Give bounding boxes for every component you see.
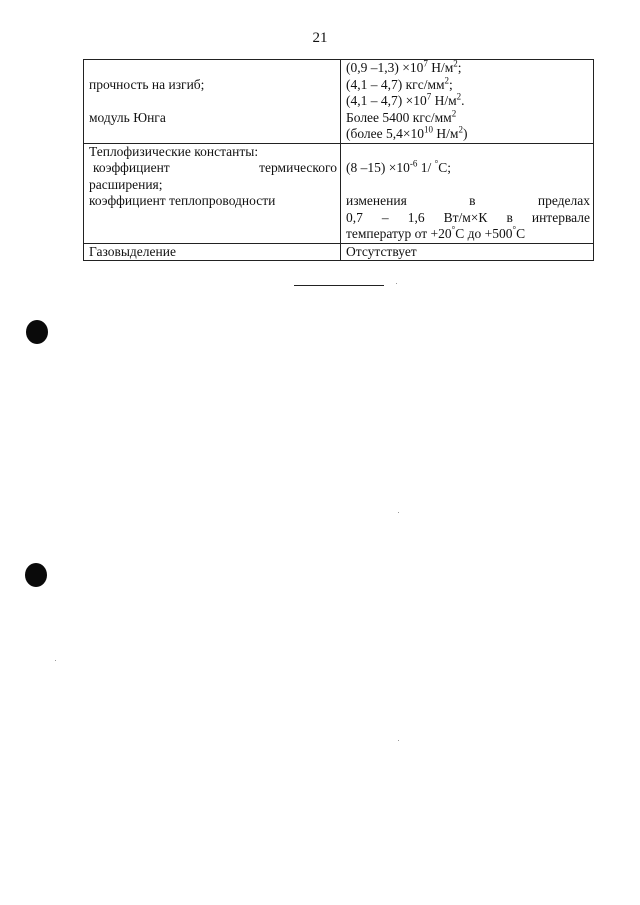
value-line: (более $5,4\times 10^{10}$ $Н/м^2$) — [346, 124, 468, 141]
properties-table — [83, 59, 594, 261]
table-row — [84, 60, 594, 144]
table-row — [84, 143, 594, 243]
punch-hole — [25, 563, 47, 587]
property-name-cell — [84, 60, 341, 144]
value-line: (4,1 – 4,7) кгс/$мм^2$; — [346, 75, 453, 92]
value-line: температур от +20°С до +500°С — [346, 224, 526, 241]
separator-line — [294, 285, 384, 286]
thermal-constants-heading: Теплофизические константы: — [89, 143, 259, 159]
expansion-coefficient-label: коэффициент термического — [93, 160, 337, 175]
value-line: (0,9 $-1,3) \times 10^7$ $Н/м^2$; — [346, 58, 462, 75]
property-value-cell — [341, 60, 594, 144]
value-line: Более 5400 кгс/$мм^2$ — [346, 108, 457, 125]
scan-speck — [398, 512, 399, 513]
conductivity-label: коэффициент теплопроводности — [89, 193, 276, 208]
value-line: $(4,1 - 4,7) \times 10^7$ $Н/м^2$. — [346, 91, 465, 108]
punch-hole — [26, 320, 48, 344]
scan-speck — [398, 740, 399, 741]
property-value-cell — [341, 143, 594, 243]
expansion-label: расширения; — [89, 176, 163, 192]
property-value-cell: Отсутствует — [341, 243, 594, 261]
property-name-cell: Газовыделение — [84, 243, 341, 261]
value-line: 0,7 – 1,6 Вт/м×К в интервале — [346, 209, 590, 225]
property-name-cell — [84, 143, 341, 243]
bending-strength-label: прочность на изгиб; — [89, 76, 205, 92]
young-modulus-label: модуль Юнга — [89, 109, 166, 125]
page-number: 21 — [312, 30, 328, 46]
value-line: (8 $-15) \times 10^{-6}$ 1/ °С; — [346, 158, 451, 175]
scan-speck — [396, 283, 397, 284]
value-line: изменения в пределах — [346, 193, 590, 208]
scan-speck — [55, 660, 56, 661]
table-row — [84, 243, 594, 261]
